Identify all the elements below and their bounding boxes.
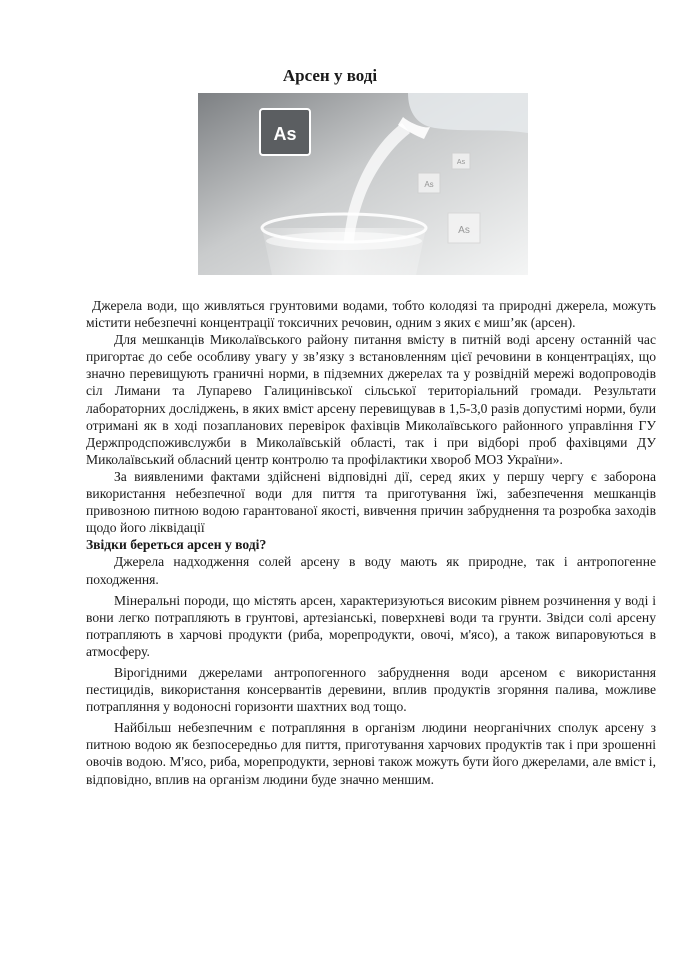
as-small-tile-2: As <box>456 159 466 166</box>
article-body <box>86 297 656 788</box>
paragraph-anthropogenic: Вірогідними джерелами антропогенного забруднення води арсеном є використання пестицидів, використання консервантів деревини, вплив продуктів згоряння палива, можливе потрапляння у водоносні горизонти шахтних вод тощо. <box>86 664 656 715</box>
paragraph-region: Для мешканців Миколаївського району питання вмісту в питній воді арсену останній час пригортає до себе особливу увагу у зв’язку з встановленням цієї речовини в концентраціях, що значно перевищують граничні норми, в підземних джерелах та у розвідній мережі водопроводів сіл Лимани та Лупарево Галицинівської сільської територіальний громади. Результати лабораторних досліджень, в яких вміст арсену перевищував в 1,5-3,0 разів допустимі норми, були отримані як в ході позапланових перевірок фахівців Миколаївського районного управління ГУ Держпродспоживслужби в Миколаївській області, так і при відборі проб фахівцями ДУ Миколаївський обласний центр контролю та профілактики хвороб МОЗ України». <box>86 332 656 467</box>
page-title: Арсен у воді <box>282 66 378 85</box>
as-small-tile-3: As <box>458 225 470 236</box>
as-element-tile <box>260 109 310 155</box>
arsenic-water-photo <box>198 93 528 275</box>
paragraph-measures: За виявленими фактами здійснені відповідні дії, серед яких у першу чергу є заборона використання небезпечної води для пиття та приготування їжі, забезпечення мешканців привозною питною водою гарантованої якості, вивчення причин забруднення та розробка заходів щодо його ліквідації <box>86 468 656 536</box>
as-element-label: As <box>273 124 297 144</box>
paragraph-minerals: Мінеральні породи, що містять арсен, характеризуються високим рівнем розчинення у воді і вони легко потрапляють в грунтові, артезіанські, поверхневі води та грунти. Звідси солі арсену потрапляють в харчові продукти (риба, морепродукти, овочі, м'ясо), а також випаровуються в атмосферу. <box>86 592 656 659</box>
as-small-tile-1: As <box>424 180 434 189</box>
section-heading: Звідки береться арсен у воді? <box>86 537 267 553</box>
paragraph-sources: Джерела надходження солей арсену в воду мають як природне, так і антропогенне походження. <box>86 554 656 587</box>
paragraph-danger: Найбільш небезпечним є потрапляння в організм людини неорганічних сполук арсену з питною водою як безпосередньо для пиття, приготування харчових продуктів так і при зрошенні овочів водою. М'ясо, риба, морепродукти, зернові також можуть бути його джерелами, але вміст і, відповідно, вплив на організм людини буде значно меншим. <box>86 720 656 787</box>
paragraph-intro: Джерела води, що живляться грунтовими водами, тобто колодязі та природні джерела, можуть містити небезпечні концентрації токсичних речовин, одним з яких є миш’як (арсен). <box>86 298 656 331</box>
